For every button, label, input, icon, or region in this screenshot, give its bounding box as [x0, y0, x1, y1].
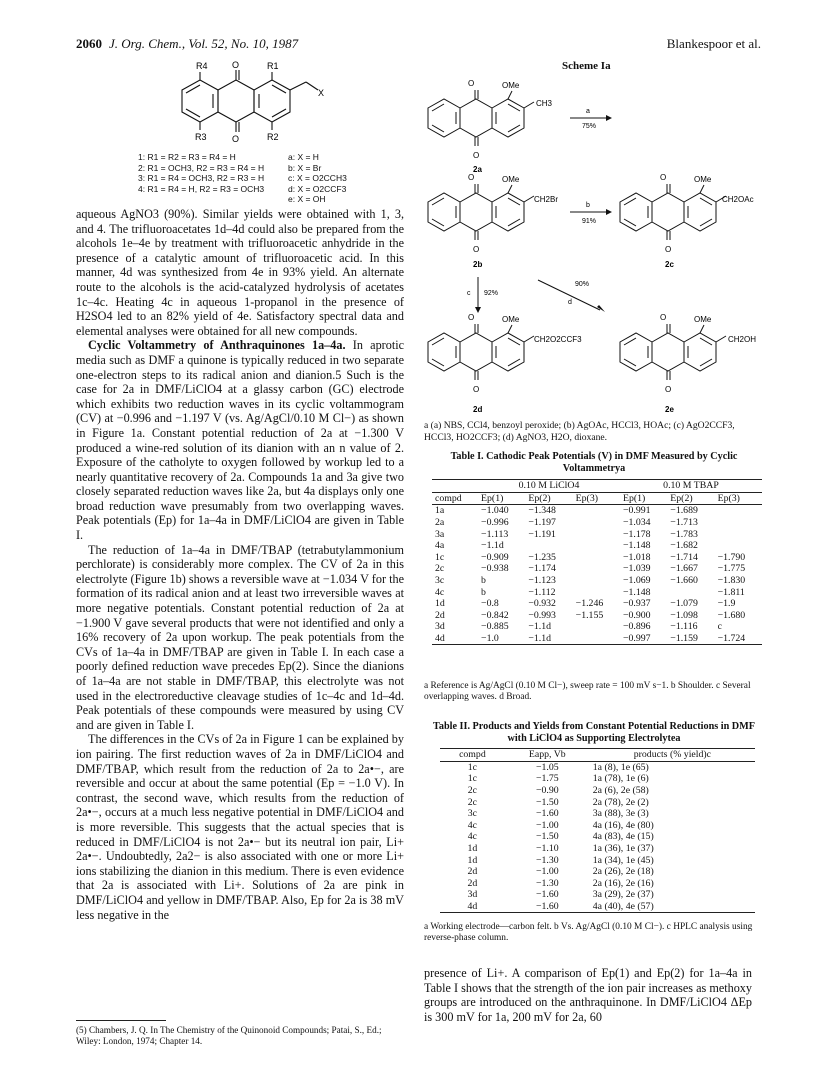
table1-value-cell: [573, 563, 620, 575]
table1-value-cell: b: [481, 575, 486, 587]
table1-compound-cell: 2a: [435, 517, 445, 529]
scheme-footnote: a (a) NBS, CCl4, benzoyl peroxide; (b) AgOAc, HCCl3, HOAc; (c) AgO2CCF3, HCCl3, HO2CCF3; (d) AgNO3, H2O, dioxane.: [424, 420, 735, 443]
table1-value-cell: −1.235: [528, 551, 556, 563]
paragraph-cv-body: In aprotic media such as DMF a quinone is typically reduced in two separate one-electron steps to its radical anion and dianion.5 Such is the case for 2a in DMF/LiClO4 at a glassy carbon (GC) electrode which exhibits two reduction waves in its cyclic voltammogram (CV) at −0.996 and −1.197 V (vs. Ag/AgCl/0.10 M Cl−) as shown in Figure 1a. Constant potential reduction of 2a at −1.300 V produced a wine-red solution of its dianion with an n value of 2. Exposure of the catholyte to oxygen followed by workup led to a nearly quantitative recovery of 2a. Compounds 1a and 3a give two closely separated reduction waves like 2a, but 4a displays only one broad reduction wave presumably from two overlapping waves. Peak potentials (Ep) for 1a–4a in DMF/LiClO4 are given in Table I.: [76, 338, 404, 543]
table1-compound-cell: 4d: [432, 633, 478, 645]
table1-compound-cell: 3a: [435, 528, 445, 540]
table2-compound-cell: 3d: [467, 889, 478, 901]
table1-value-cell: −0.842: [481, 609, 509, 621]
table1-value-cell: −0.8: [481, 598, 499, 610]
scheme-2b-ch2br: CH2Br: [534, 195, 559, 204]
table2-compound-cell: 1c: [467, 773, 478, 785]
scheme-2e-label: 2e: [665, 405, 674, 414]
table2-compound-cell: 1c: [467, 761, 478, 773]
table1-value-cell: −1.197: [528, 517, 556, 529]
scheme-step-b-yield: 91%: [582, 218, 597, 225]
table2-row: [440, 854, 755, 866]
running-header: [76, 36, 761, 54]
scheme-2c-o-bottom: O: [665, 245, 672, 254]
scheme-2a-label: 2a: [473, 165, 482, 174]
table1-header: Ep(2): [670, 492, 693, 504]
scheme-2d-o-top: O: [468, 313, 475, 322]
table1-value-cell: −1.191: [528, 528, 556, 540]
table1-value-cell: −1.0: [478, 633, 525, 645]
table2-products-cell: 4a (16), 4e (80): [592, 819, 654, 831]
scheme-2e-o-top: O: [660, 313, 667, 322]
struct-label-o-bottom: O: [232, 134, 240, 144]
scheme-step-a-label: a: [586, 108, 590, 115]
table1-row: [432, 540, 762, 552]
paragraph-synthesis: aqueous AgNO3 (90%). Similar yields were obtained with 1, 3, and 4. The trifluoroacetates 1d–4d could also be prepared from the alcohols 1e–4e by treatment with trifluoroacetic anhydride in the presence of a catalytic amount of trifluoroacetic acid. In this manner, 4d was synthesized from 4e in 93% yield. An alternate route to the alcohols is the acid-catalyzed hydrolysis of acetates 1c–4c. Heating 4c in aqueous 1-propanol in the presence of H2SO4 led to an 82% yield of 4e. Satisfactory spectral data and elemental analyses were obtained for all new compounds.: [76, 207, 404, 338]
table1-row: [432, 575, 762, 587]
table1-value-cell: [573, 586, 620, 598]
table1-value-cell: −1.9: [717, 598, 736, 610]
table1-caption: Table I. Cathodic Peak Potentials (V) in DMF Measured by Cyclic Voltammetrya: [450, 451, 738, 474]
table2-potential-cell: −1.30: [535, 877, 559, 889]
table2-header: products (% yield)c: [590, 749, 755, 762]
table2-products-cell: 2a (6), 2e (58): [592, 785, 649, 797]
scheme-2a-o-bottom: O: [473, 151, 480, 160]
table1-value-cell: b: [481, 586, 486, 598]
legend-x-a: a: X = H: [288, 152, 319, 162]
scheme-2d-ch2o2ccf3: CH2O2CCF3: [534, 335, 582, 344]
table2-products-cell: 1a (78), 1e (6): [592, 773, 649, 785]
table1-value-cell: −1.1d: [481, 540, 504, 552]
table2-potential-cell: −1.60: [505, 901, 590, 913]
table1-value-cell: [525, 540, 572, 552]
table1-value-cell: [573, 552, 620, 564]
paragraph-tbap: The reduction of 1a–4a in DMF/TBAP (tetrabutylammonium perchlorate) is considerably more complex. The CV of 2a in this electrolyte (Figure 1b) shows a reversible wave at −1.034 V for the formation of its radical anion and at least two irreversible waves at more negative potentials. Constant potential reduction of 2a at −1.900 V gave several products that were not identified and only a 16% recovery of 2a upon workup. The peak potentials from the CVs of 1a–4a in DMF/TBAP are given in Table I. In each case a poorly defined reduction wave precedes Ep(2). Since the dianions of 1a–4a are not stable in DMF/TBAP, this electrolyte was not used in the electroreductive cleavage studies of 1c–4c and 1d–4d. Peak potentials of these compounds were measured by using CV and are given in Table I.: [76, 542, 404, 732]
table1-value-cell: −1.018: [622, 551, 651, 563]
table1-compound-cell: 1d: [435, 598, 445, 610]
left-column: [76, 207, 404, 922]
table2-compound-cell: 1d: [467, 843, 478, 855]
table2-row: [440, 831, 755, 843]
table2-products-cell: 2a (26), 2e (18): [592, 866, 654, 878]
scheme-title: Scheme Ia: [562, 60, 611, 72]
table2-compound-cell: 3c: [467, 808, 478, 820]
table1-value-cell: −1.246: [575, 598, 604, 610]
table1-value-cell: [573, 528, 620, 540]
table1-compound-cell: 2c: [435, 563, 445, 575]
table1-compound-cell: 3d: [435, 621, 445, 633]
table2-row: [440, 808, 755, 820]
table2-potential-cell: −1.30: [535, 854, 559, 866]
compound-legend: [138, 152, 398, 205]
table1-value-cell: −1.148: [622, 586, 651, 598]
table1-value-cell: [573, 575, 620, 587]
table2-products-cell: 1a (36), 1e (37): [592, 843, 654, 855]
table1-value-cell: −1.790: [717, 551, 746, 563]
table1-value-cell: −1.039: [622, 563, 651, 575]
table2-footnote: a Working electrode—carbon felt. b Vs. Ag/AgCl (0.10 M Cl−). c HPLC analysis using reverse-phase column.: [424, 922, 753, 944]
table1-row: [432, 552, 762, 564]
table2-row: [440, 761, 755, 773]
table1-value-cell: −1.689: [670, 505, 698, 517]
table1-compound-cell: 4c: [435, 586, 445, 598]
table1-value-cell: −1.714: [670, 551, 698, 563]
table1-value-cell: −1.159: [667, 633, 714, 645]
table1-value-cell: −1.830: [717, 575, 746, 587]
table2-row: [440, 878, 755, 890]
table2-row: [440, 866, 755, 878]
scheme-2c-ch2oac: CH2OAc: [722, 195, 754, 204]
table2-potential-cell: −1.00: [535, 866, 559, 878]
table1: [432, 479, 762, 645]
table1-value-cell: −1.348: [528, 505, 556, 517]
scheme-2d-ome: OMe: [502, 315, 520, 324]
table1-header: Ep(2): [528, 492, 551, 504]
table2-row: [440, 889, 755, 901]
table2-compound-cell: 4d: [440, 901, 505, 913]
table1-value-cell: −1.1d: [528, 621, 552, 633]
right-column: [424, 966, 752, 1024]
page-number: 2060: [76, 36, 102, 51]
struct-label-r3: R3: [195, 132, 207, 142]
table1-value-cell: −1.155: [575, 609, 604, 621]
table2-products-cell: 2a (16), 2e (16): [592, 877, 654, 889]
table1-row: [432, 586, 762, 598]
scheme-2a-o-top: O: [468, 79, 475, 88]
scheme-2c-ome: OMe: [694, 175, 712, 184]
table1-value-cell: [667, 586, 714, 598]
table1-value-cell: [573, 621, 620, 633]
table1-blank-head: [432, 480, 478, 493]
table1-value-cell: −1.116: [670, 621, 698, 633]
table2-products-cell: 3a (29), 2e (37): [592, 889, 654, 901]
struct-label-r4: R4: [196, 61, 208, 71]
legend-compound-1: 1: R1 = R2 = R3 = R4 = H: [138, 152, 236, 162]
table1-value-cell: [715, 505, 762, 517]
table1-value-cell: −0.993: [528, 609, 556, 621]
footnote-rule: [76, 1020, 166, 1021]
table2-compound-cell: 2c: [467, 796, 478, 808]
table1-value-cell: [573, 505, 620, 517]
table1-compound-cell: 4a: [435, 540, 445, 552]
table2-potential-cell: −0.90: [535, 785, 559, 797]
scheme-2c-label: 2c: [665, 260, 674, 269]
legend-x-c: c: X = O2CCH3: [288, 173, 347, 183]
scheme-step-a-yield: 75%: [582, 123, 597, 130]
table2-row: [440, 843, 755, 855]
table1-value-cell: −1.783: [670, 528, 698, 540]
table1-value-cell: −0.996: [481, 517, 509, 529]
table1-header: Ep(3): [575, 492, 598, 504]
legend-x-e: e: X = OH: [288, 194, 326, 204]
scheme-2e-ome: OMe: [694, 315, 712, 324]
table2-header: compd: [440, 749, 505, 762]
table2-caption: Table II. Products and Yields from Constant Potential Reductions in DMF with LiClO4 as Supporting Electrolytea: [433, 721, 755, 744]
legend-x-d: d: X = O2CCF3: [288, 183, 347, 194]
paragraph-ion-pairing: The differences in the CVs of 2a in Figure 1 can be explained by ion pairing. The first reduction waves of 2a in DMF/LiClO4 and DMF/TBAP, which result from the reduction of 2a to 2a•−, are reversible and occur at about the same potential (Ep = −1.0 V). In contrast, the second wave, which results from the reduction of 2a•−, occurs at a much less negative potential in DMF/LiClO4 and is more reversible. This suggests that the actual species that is reduced in DMF/LiClO4 is not 2a•− but its neutral ion pair, Li+ 2a•−. Undoubtedly, 2a2− is also associated with one or more Li+ ions stabilizing the dianion in this medium. There is even evidence that 2a is associated with Li+. Solutions of 2a are pink in DMF/LiClO4 and yellow in DMF/TBAP. Also, Ep for 2a is 38 mV less negative in the: [76, 732, 404, 922]
struct-label-x: X: [318, 88, 325, 98]
scheme-2a-ch3: CH3: [536, 99, 553, 108]
scheme-2e-o-bottom: O: [665, 385, 672, 394]
table2-compound-cell: 4c: [467, 831, 478, 843]
scheme-2d-o-bottom: O: [473, 385, 480, 394]
footnote-5: (5) Chambers, J. Q. In The Chemistry of the Quinonoid Compounds; Patai, S., Ed.; Wiley: London, 1974; Chapter 14.: [76, 1025, 382, 1046]
table1-value-cell: [715, 540, 762, 552]
table1-row: [432, 528, 762, 540]
table2-compound-cell: 2d: [467, 866, 478, 878]
table2-potential-cell: −1.05: [535, 761, 559, 773]
table2-potential-cell: −1.50: [535, 796, 559, 808]
table1-compound-cell: 3c: [435, 575, 445, 587]
scheme-2b-o-bottom: O: [473, 245, 480, 254]
table1-row: [432, 505, 762, 517]
table1-value-cell: −1.040: [481, 505, 509, 517]
table1-footnote: a Reference is Ag/AgCl (0.10 M Cl−), sweep rate = 100 mV s−1. b Shoulder. c Several overlapping waves. d Broad.: [424, 681, 751, 703]
table2-row: [440, 773, 755, 785]
scheme-step-c-yield: 92%: [484, 290, 499, 297]
scheme-2b-o-top: O: [468, 173, 475, 182]
table1-value-cell: −0.997: [620, 633, 667, 645]
scheme-2e-ch2oh: CH2OH: [728, 335, 757, 344]
scheme-2a-ome: OMe: [502, 81, 520, 90]
table1-value-cell: −1.148: [622, 540, 651, 552]
table1-row: [432, 633, 762, 645]
table2-potential-cell: −1.60: [535, 889, 559, 901]
table1-value-cell: c: [717, 621, 722, 633]
table1-value-cell: −0.938: [481, 563, 509, 575]
table1-value-cell: −1.667: [670, 563, 698, 575]
table1-header: compd: [435, 492, 462, 504]
table2-products-cell: 2a (78), 2e (2): [592, 796, 649, 808]
section-heading-cv: Cyclic Voltammetry of Anthraquinones 1a–4a.: [88, 338, 346, 353]
table1-value-cell: −0.896: [622, 621, 651, 633]
table2-potential-cell: −1.10: [535, 843, 559, 855]
table1-value-cell: −1.811: [717, 586, 745, 598]
table1-value-cell: −1.113: [481, 528, 509, 540]
table1-value-cell: −1.174: [528, 563, 556, 575]
table2-row: [440, 785, 755, 797]
table2-products-cell: 1a (8), 1e (65): [592, 761, 649, 773]
legend-compound-3: 3: R1 = R4 = OCH3, R2 = R3 = H: [138, 173, 265, 183]
table1-value-cell: −1.660: [670, 575, 698, 587]
table1-value-cell: −1.112: [528, 586, 556, 598]
table1-row: [432, 610, 762, 622]
table1-value-cell: [573, 540, 620, 552]
legend-compound-4: 4: R1 = R4 = H, R2 = R3 = OCH3: [138, 183, 265, 194]
table1-value-cell: −0.885: [481, 621, 509, 633]
scheme-2c-o-top: O: [660, 173, 667, 182]
struct-label-o-top: O: [232, 60, 240, 70]
table2-products-cell: 3a (88), 3e (3): [592, 808, 649, 820]
table1-row: [432, 563, 762, 575]
scheme-2b-label: 2b: [473, 260, 483, 269]
table2-row: [440, 820, 755, 832]
table1-value-cell: −1.178: [622, 528, 651, 540]
table1-compound-cell: 1c: [435, 551, 445, 563]
scheme-i-diagram: [420, 72, 760, 452]
table1-value-cell: −1.079: [670, 598, 698, 610]
table2-compound-cell: 2c: [467, 785, 478, 797]
table2: [440, 748, 755, 913]
scheme-2d-label: 2d: [473, 405, 483, 414]
table1-value-cell: −1.098: [670, 609, 698, 621]
table2-potential-cell: −1.50: [535, 831, 559, 843]
scheme-2b-ome: OMe: [502, 175, 520, 184]
table1-compound-cell: 1a: [435, 505, 445, 517]
table1-value-cell: −1.123: [528, 575, 556, 587]
scheme-step-b-label: b: [586, 202, 590, 209]
table2-row: [440, 901, 755, 913]
table1-value-cell: [573, 633, 620, 645]
table2-row: [440, 796, 755, 808]
table2-products-cell: 1a (34), 1e (45): [592, 854, 654, 866]
table2-potential-cell: −1.00: [535, 819, 559, 831]
table1-group-licl: 0.10 M LiClO4: [478, 480, 620, 493]
struct-label-r1: R1: [267, 61, 279, 71]
table1-value-cell: [715, 517, 762, 529]
table1-value-cell: −1.1d: [525, 633, 572, 645]
table1-group-tbap: 0.10 M TBAP: [620, 480, 762, 493]
table1-value-cell: −0.909: [481, 551, 509, 563]
table1-compound-cell: 2d: [435, 609, 445, 621]
table1-body: [432, 505, 762, 645]
table2-products-cell: 4a (83), 4e (15): [592, 831, 654, 843]
table1-value-cell: −1.680: [717, 609, 746, 621]
table1-header: Ep(1): [481, 492, 504, 504]
table2-compound-cell: 1d: [467, 854, 478, 866]
table1-value-cell: −1.682: [670, 540, 698, 552]
table2-body: [440, 761, 755, 913]
journal-citation: J. Org. Chem., Vol. 52, No. 10, 1987: [109, 36, 299, 51]
table2-compound-cell: 2d: [467, 877, 478, 889]
scheme-step-d-label: d: [568, 299, 572, 306]
table1-row: [432, 517, 762, 529]
table2-potential-cell: −1.60: [535, 808, 559, 820]
table1-value-cell: −1.775: [717, 563, 746, 575]
paragraph-cv-intro: [76, 338, 404, 542]
legend-compound-2: 2: R1 = OCH3, R2 = R3 = R4 = H: [138, 162, 265, 173]
table1-value-cell: −0.932: [528, 598, 556, 610]
table1-value-cell: −1.069: [622, 575, 651, 587]
scheme-step-c-label: c: [467, 290, 471, 297]
running-authors: Blankespoor et al.: [666, 36, 761, 51]
struct-label-r2: R2: [267, 132, 279, 142]
table1-value-cell: −0.900: [622, 609, 651, 621]
table2-compound-cell: 4c: [467, 819, 478, 831]
table1-value-cell: −0.991: [622, 505, 651, 517]
table1-value-cell: −1.034: [622, 517, 651, 529]
table1-header: Ep(3): [717, 492, 740, 504]
table1-value-cell: [573, 517, 620, 529]
legend-x-b: b: X = Br: [288, 162, 322, 173]
table1-value-cell: −1.724: [715, 633, 762, 645]
scheme-step-d-yield: 90%: [575, 281, 590, 288]
table1-header: Ep(1): [622, 492, 646, 504]
table1-row: [432, 621, 762, 633]
table1-value-cell: −0.937: [622, 598, 651, 610]
table2-header: Eapp, Vb: [505, 749, 590, 762]
table1-value-cell: [715, 528, 762, 540]
table1-row: [432, 598, 762, 610]
table2-potential-cell: −1.75: [535, 773, 559, 785]
table2-products-cell: 4a (40), 4e (57): [590, 901, 755, 913]
table1-value-cell: −1.713: [670, 517, 698, 529]
paragraph-ion-pair-strength: presence of Li+. A comparison of Ep(1) and Ep(2) for 1a–4a in Table I shows that the strength of the ion pair increases as methoxy groups are introduced on the anthraquinone. In DMF/LiClO4 ΔEp is 300 mV for 1a, 200 mV for 2a, 60: [424, 966, 752, 1024]
